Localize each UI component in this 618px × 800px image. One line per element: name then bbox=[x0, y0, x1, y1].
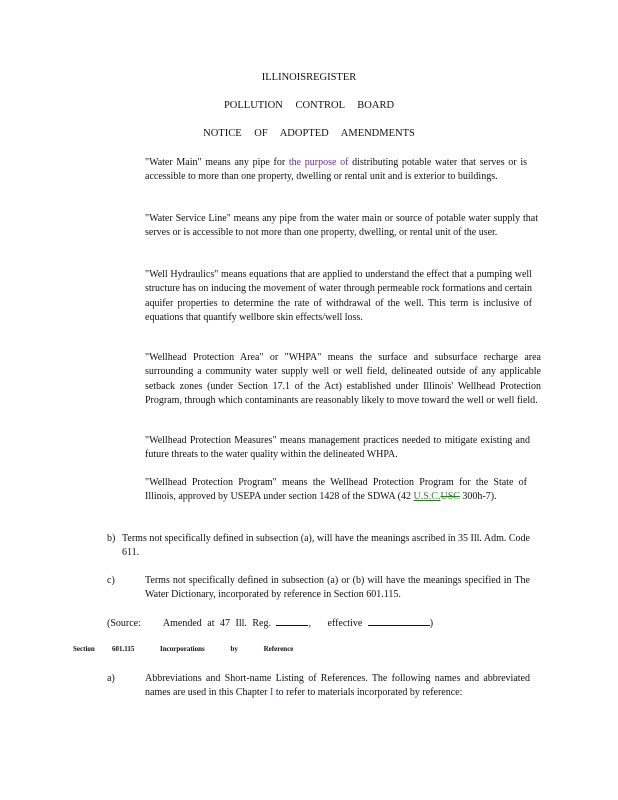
board-heading: POLLUTION CONTROL BOARD bbox=[223, 100, 395, 111]
notice-heading: NOTICE OF ADOPTED AMENDMENTS bbox=[203, 128, 415, 139]
effective-date-blank bbox=[368, 616, 430, 626]
register-page-blank bbox=[276, 616, 308, 626]
incorp-a-label: a) bbox=[107, 673, 115, 684]
incorp-a-text: Abbreviations and Short-name Listing of References. The following names and abbreviated names are used in this Chapter I to refer to materials incorporated by reference: bbox=[145, 673, 530, 699]
register-heading: ILLINOISREGISTER bbox=[261, 72, 357, 83]
definition-well-hydraulics: "Well Hydraulics" means equations that are applied to understand the effect that a pumping well structure has on inducing the movement of water through permeable rock formations and certain aquifer properties to determine the rate of withdrawal of the well. This term is inclusive of equations that quantify wellbore skin effects/well loss. bbox=[145, 269, 532, 323]
source-note: (Source: Amended at 47 Ill. Reg. , effective ) bbox=[107, 618, 434, 629]
subsection-c-text: Terms not specifically defined in subsection (a) or (b) will have the meanings specified in The Water Dictionary, incorporated by reference in Section 601.115. bbox=[145, 575, 530, 601]
subsection-b-text: Terms not specifically defined in subsection (a), will have the meanings ascribed in 35 Ill. Adm. Code 611. bbox=[122, 533, 530, 559]
subsection-b-label: b) bbox=[107, 533, 116, 544]
definition-water-main: "Water Main" means any pipe for the purpose of distributing potable water that serves or is accessible to more than one property, dwelling or rental unit and is exterior to buildings. bbox=[145, 157, 527, 183]
section-number: 601.115 bbox=[112, 645, 135, 653]
deleted-text: USC bbox=[440, 491, 460, 503]
definition-whpa: "Wellhead Protection Area" or "WHPA" means the surface and subsurface recharge area surrounding a community water supply well or well field, delineated outside of any applicable setback zones (under Section 17.1 of the Act) established under Illinois' Wellhead Protection Program, through which contaminants are reasonably likely to move toward the well or well field. bbox=[145, 352, 541, 406]
definition-program: "Wellhead Protection Program" means the Wellhead Protection Program for the State of Illinois, approved by USEPA under section 1428 of the SDWA (42 U.S.C.USC 300h-7). bbox=[145, 477, 527, 503]
subsection-c-label: c) bbox=[107, 575, 115, 586]
definition-water-service-line: "Water Service Line" means any pipe from the water main or source of potable water supply that serves or is accessible to not more than one property, dwelling, or rental unit of the user. bbox=[145, 213, 538, 239]
section-word: Section bbox=[73, 645, 95, 653]
definition-measures: "Wellhead Protection Measures" means management practices needed to mitigate existing and future threats to the water quality within the delineated WHPA. bbox=[145, 435, 530, 461]
inserted-text: U.S.C. bbox=[413, 491, 441, 503]
section-title: Incorporations by Reference bbox=[160, 645, 294, 653]
